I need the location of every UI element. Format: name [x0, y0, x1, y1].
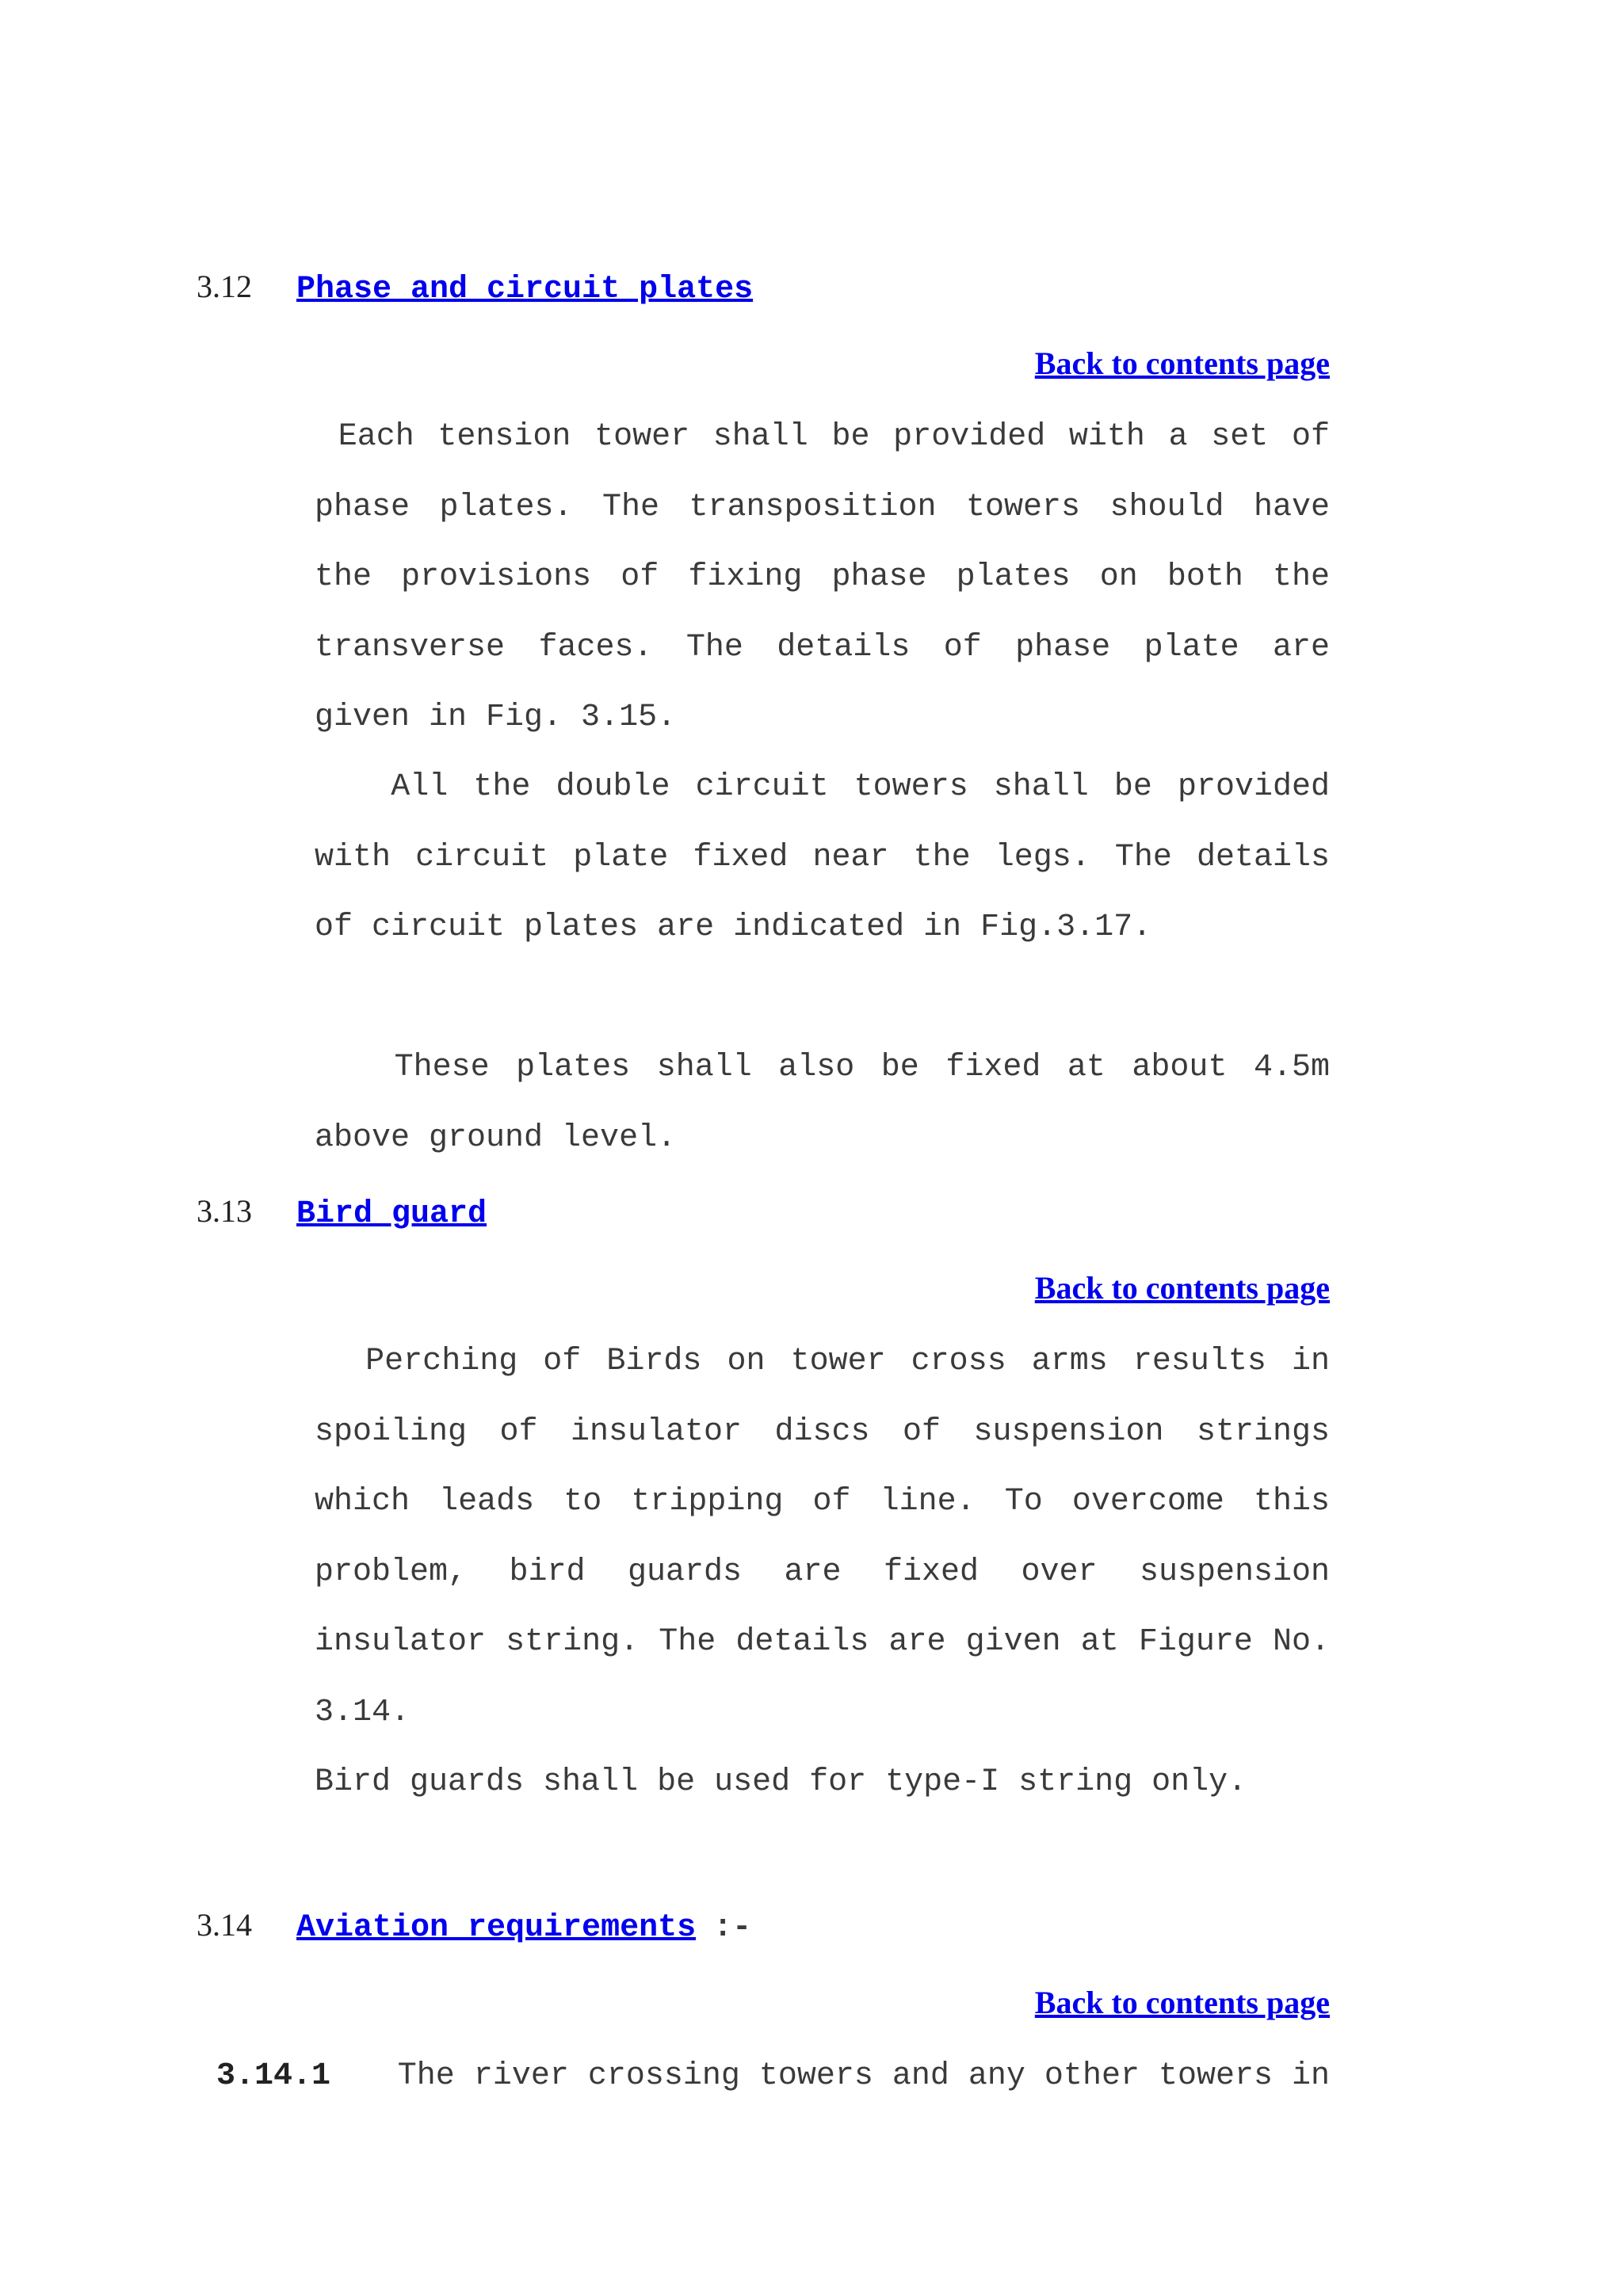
- paragraph: Bird guards shall be used for type-I string only.: [315, 1764, 1247, 1800]
- section-heading-3-14: [197, 1906, 751, 1946]
- section-heading-3-12: [197, 268, 753, 307]
- section-number: 3.13: [197, 1193, 252, 1229]
- section-title-link[interactable]: Aviation requirements: [296, 1910, 697, 1946]
- section-heading-3-13: [197, 1192, 487, 1232]
- subsection-3-14-1: [216, 2058, 1330, 2094]
- section-number: 3.12: [197, 269, 252, 304]
- section-number: 3.14: [197, 1907, 252, 1943]
- subsection-text: The river crossing towers and any other towers in: [397, 2058, 1330, 2094]
- section-title-link[interactable]: Bird guard: [296, 1196, 487, 1232]
- subsection-number: 3.14.1: [216, 2058, 331, 2094]
- paragraph: These plates shall also be fixed at about 4.5m above ground level.: [315, 1050, 1330, 1156]
- back-to-contents-link[interactable]: Back to contents page: [1034, 1985, 1330, 2020]
- paragraph: All the double circuit towers shall be provided with circuit plate fixed near the legs. The details of circuit plates are indicated in Fig.3.17.: [315, 769, 1331, 945]
- section-title-link[interactable]: Phase and circuit plates: [296, 272, 754, 307]
- indent: [315, 419, 338, 455]
- paragraph: Each tension tower shall be provided with a set of phase plates. The transposition towers should have the provisions of fixing phase plates on both the transverse faces. The details of phase plate are given in Fig. 3.15.: [315, 419, 1330, 735]
- indent: [315, 1050, 395, 1085]
- back-to-contents-link[interactable]: Back to contents page: [1034, 345, 1330, 381]
- section-title-suffix: :-: [713, 1910, 752, 1946]
- indent: [315, 1344, 365, 1379]
- back-to-contents-link[interactable]: Back to contents page: [1034, 1270, 1330, 1306]
- paragraph: Perching of Birds on tower cross arms results in spoiling of insulator discs of suspension strings which leads to tripping of line. To overcome this problem, bird guards are fixed over suspension insulator string. The details are given at Figure No. 3.14.: [315, 1344, 1330, 1730]
- indent: [315, 769, 391, 805]
